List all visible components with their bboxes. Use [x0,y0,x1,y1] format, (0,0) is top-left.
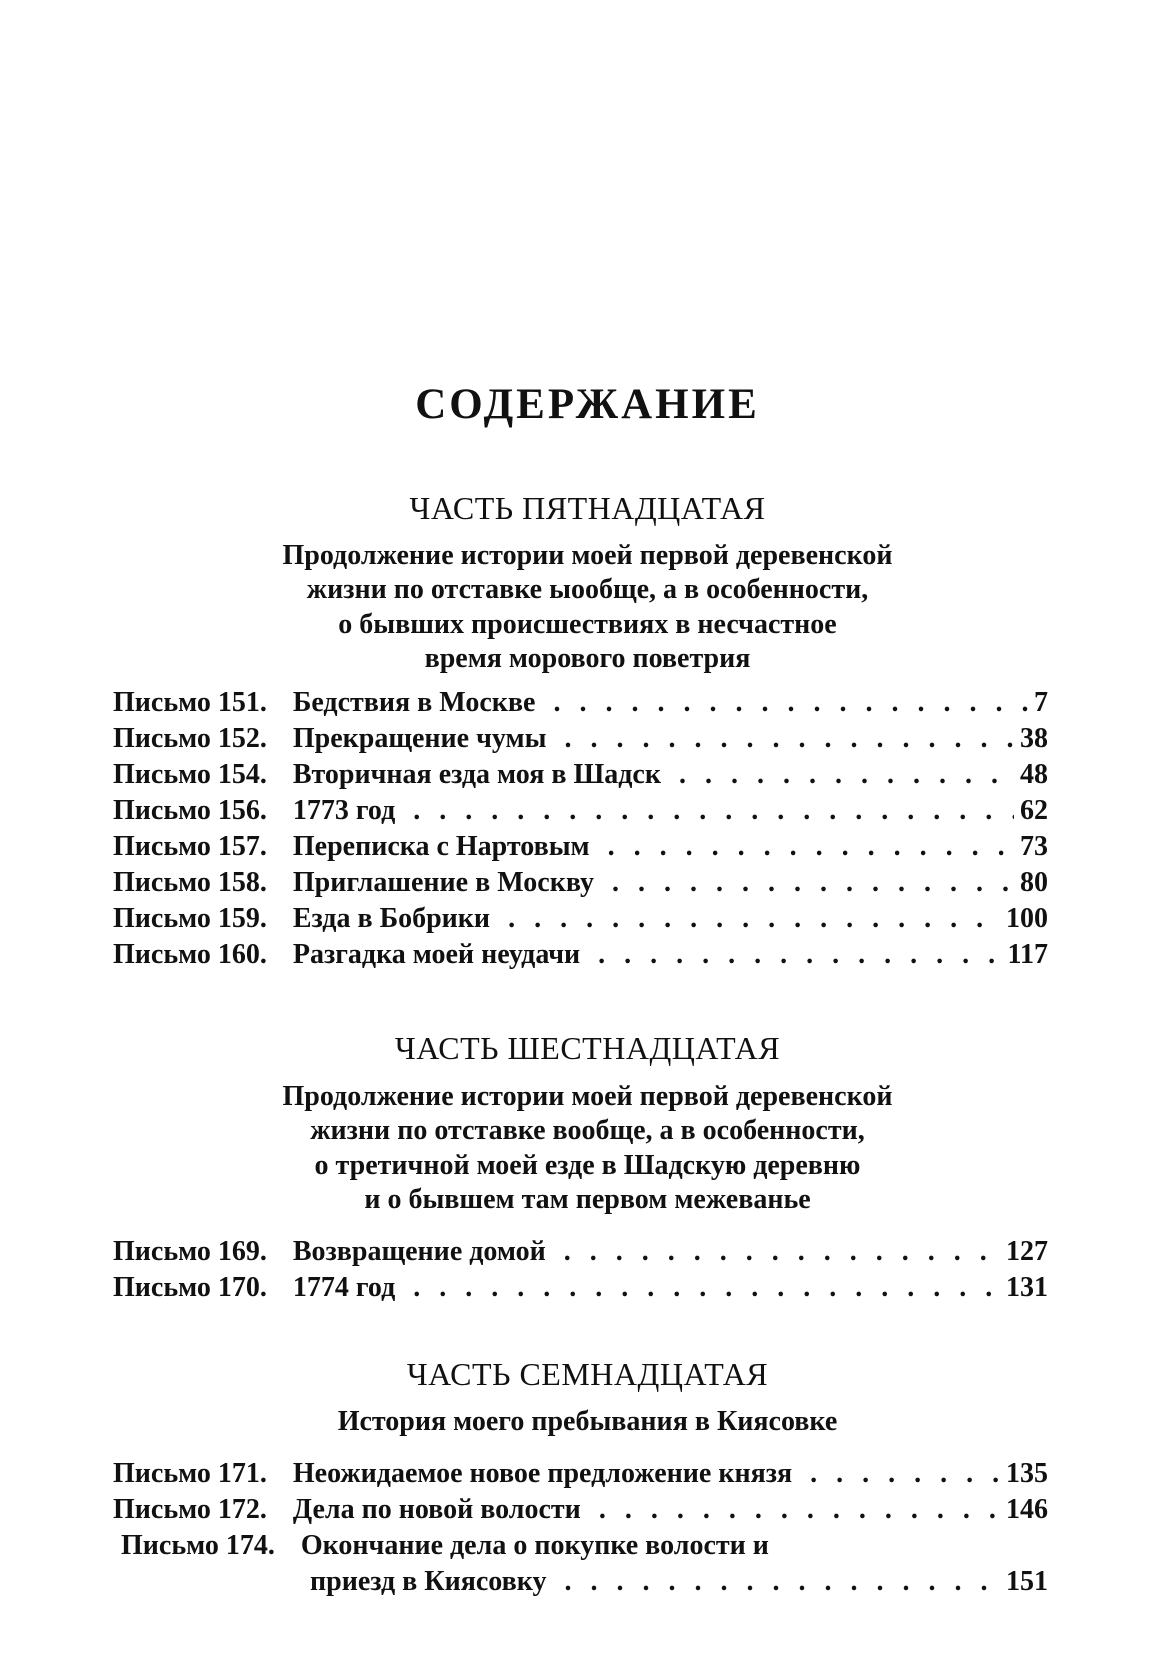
toc-entry[interactable] [113,759,1048,795]
entry-title: Окончание дела о покупке волости и [300,1530,769,1561]
entry-page-number: 38 [1020,723,1048,754]
part-description-line: и о бывшем там первом межеванье [364,1184,811,1215]
part-description-line: жизни по отставке ыообще, а в особенности, [306,574,869,605]
leader-dots [413,795,1014,827]
part-description-line: время морового поветрия [424,643,751,674]
entry-label: Письмо [113,723,211,754]
leader-dots [564,723,1014,755]
entry-title: Бедствия в Москве [292,687,536,718]
entry-label: Письмо [113,759,211,790]
leader-dots [553,687,1028,719]
entry-page-number: 7 [1034,687,1048,718]
leader-dots [413,1272,1000,1304]
part-description-line: История моего пребывания в Киясовке [337,1406,838,1437]
entry-number: 152. [217,723,267,754]
toc-entry[interactable] [113,903,1048,939]
entry-title: 1774 год [292,1272,396,1303]
toc-entry[interactable] [113,687,1048,723]
entry-number: 151. [217,687,267,718]
leader-dots [598,939,1001,971]
page-title: СОДЕРЖАНИЕ [415,381,760,428]
toc-entry-continuation[interactable] [310,1566,1048,1602]
toc-entry[interactable] [113,831,1048,867]
entry-page-number: 80 [1020,867,1048,898]
entry-title-continuation: приезд в Киясовку [310,1566,547,1597]
entry-page-number: 48 [1020,759,1048,790]
leader-dots [564,1236,1000,1268]
toc-entry[interactable] [113,1458,1048,1494]
part-description-line: о третичной моей езде в Шадскую деревню [314,1150,861,1181]
entry-label: Письмо [113,1458,211,1489]
entry-title: Неожидаемое новое предложение князя [292,1458,793,1489]
part-description-line: Продолжение истории моей первой деревенской [282,1081,893,1112]
entry-number: 172. [217,1494,267,1525]
entry-title: Вторичная езда моя в Шадск [292,759,661,790]
entry-title: Прекращение чумы [292,723,547,754]
entry-label: Письмо [113,1236,211,1267]
toc-entry[interactable] [113,1494,1048,1530]
toc-entry[interactable] [113,939,1048,975]
entry-number: 157. [217,831,267,862]
entry-label: Письмо [113,831,211,862]
leader-dots [612,867,1014,899]
entry-page-number: 100 [1006,903,1048,934]
entry-label: Письмо [113,939,211,970]
entry-title: Переписка с Нартовым [292,831,590,862]
part-heading: ЧАСТЬ СЕМНАДЦАТАЯ [406,1356,769,1392]
entry-number: 156. [217,795,267,826]
entry-title: 1773 год [292,795,396,826]
entry-title: Возвращение домой [292,1236,546,1267]
leader-dots [679,759,1014,791]
entry-number: 159. [217,903,267,934]
leader-dots [599,1494,1000,1526]
entry-label: Письмо [113,687,211,718]
entry-page-number: 146 [1006,1494,1048,1525]
entry-number: 158. [217,867,267,898]
entry-label: Письмо [113,867,211,898]
leader-dots [564,1566,1000,1598]
entry-page-number: 135 [1006,1458,1048,1489]
entry-label: Письмо [113,1494,211,1525]
part-description-line: Продолжение истории моей первой деревенской [282,540,893,571]
entry-page-number: 131 [1006,1272,1048,1303]
entry-title: Разгадка моей неудачи [292,939,581,970]
entry-title: Езда в Бобрики [292,903,491,934]
entry-number: 169. [217,1236,267,1267]
entry-page-number: 62 [1020,795,1048,826]
toc-entry[interactable] [113,723,1048,759]
entry-number: 171. [217,1458,267,1489]
entry-label: Письмо [113,903,211,934]
part-description-line: о бывших происшествиях в несчастное [338,609,837,640]
entry-page-number: 117 [1007,939,1048,970]
entry-number: 174. [225,1530,275,1561]
part-heading: ЧАСТЬ ШЕСТНАДЦАТАЯ [394,1030,781,1066]
leader-dots [508,903,1000,935]
entry-number: 170. [217,1272,267,1303]
toc-entry[interactable] [113,1272,1048,1308]
toc-entry[interactable] [113,795,1048,831]
entry-title: Дела по новой волости [292,1494,581,1525]
entry-number: 160. [217,939,267,970]
entry-label: Письмо [121,1530,219,1561]
toc-entry[interactable] [113,867,1048,903]
entry-label: Письмо [113,795,211,826]
leader-dots [810,1458,1000,1490]
entry-title: Приглашение в Москву [292,867,595,898]
toc-entry[interactable] [113,1236,1048,1272]
entry-page-number: 151 [1006,1566,1048,1597]
part-heading: ЧАСТЬ ПЯТНАДЦАТАЯ [409,490,766,526]
entry-page-number: 127 [1006,1236,1048,1267]
entry-page-number: 73 [1020,831,1048,862]
leader-dots [608,831,1014,863]
part-description-line: жизни по отставке вообще, а в особенности, [310,1115,865,1146]
entry-label: Письмо [113,1272,211,1303]
toc-entry[interactable] [121,1530,1048,1566]
entry-number: 154. [217,759,267,790]
